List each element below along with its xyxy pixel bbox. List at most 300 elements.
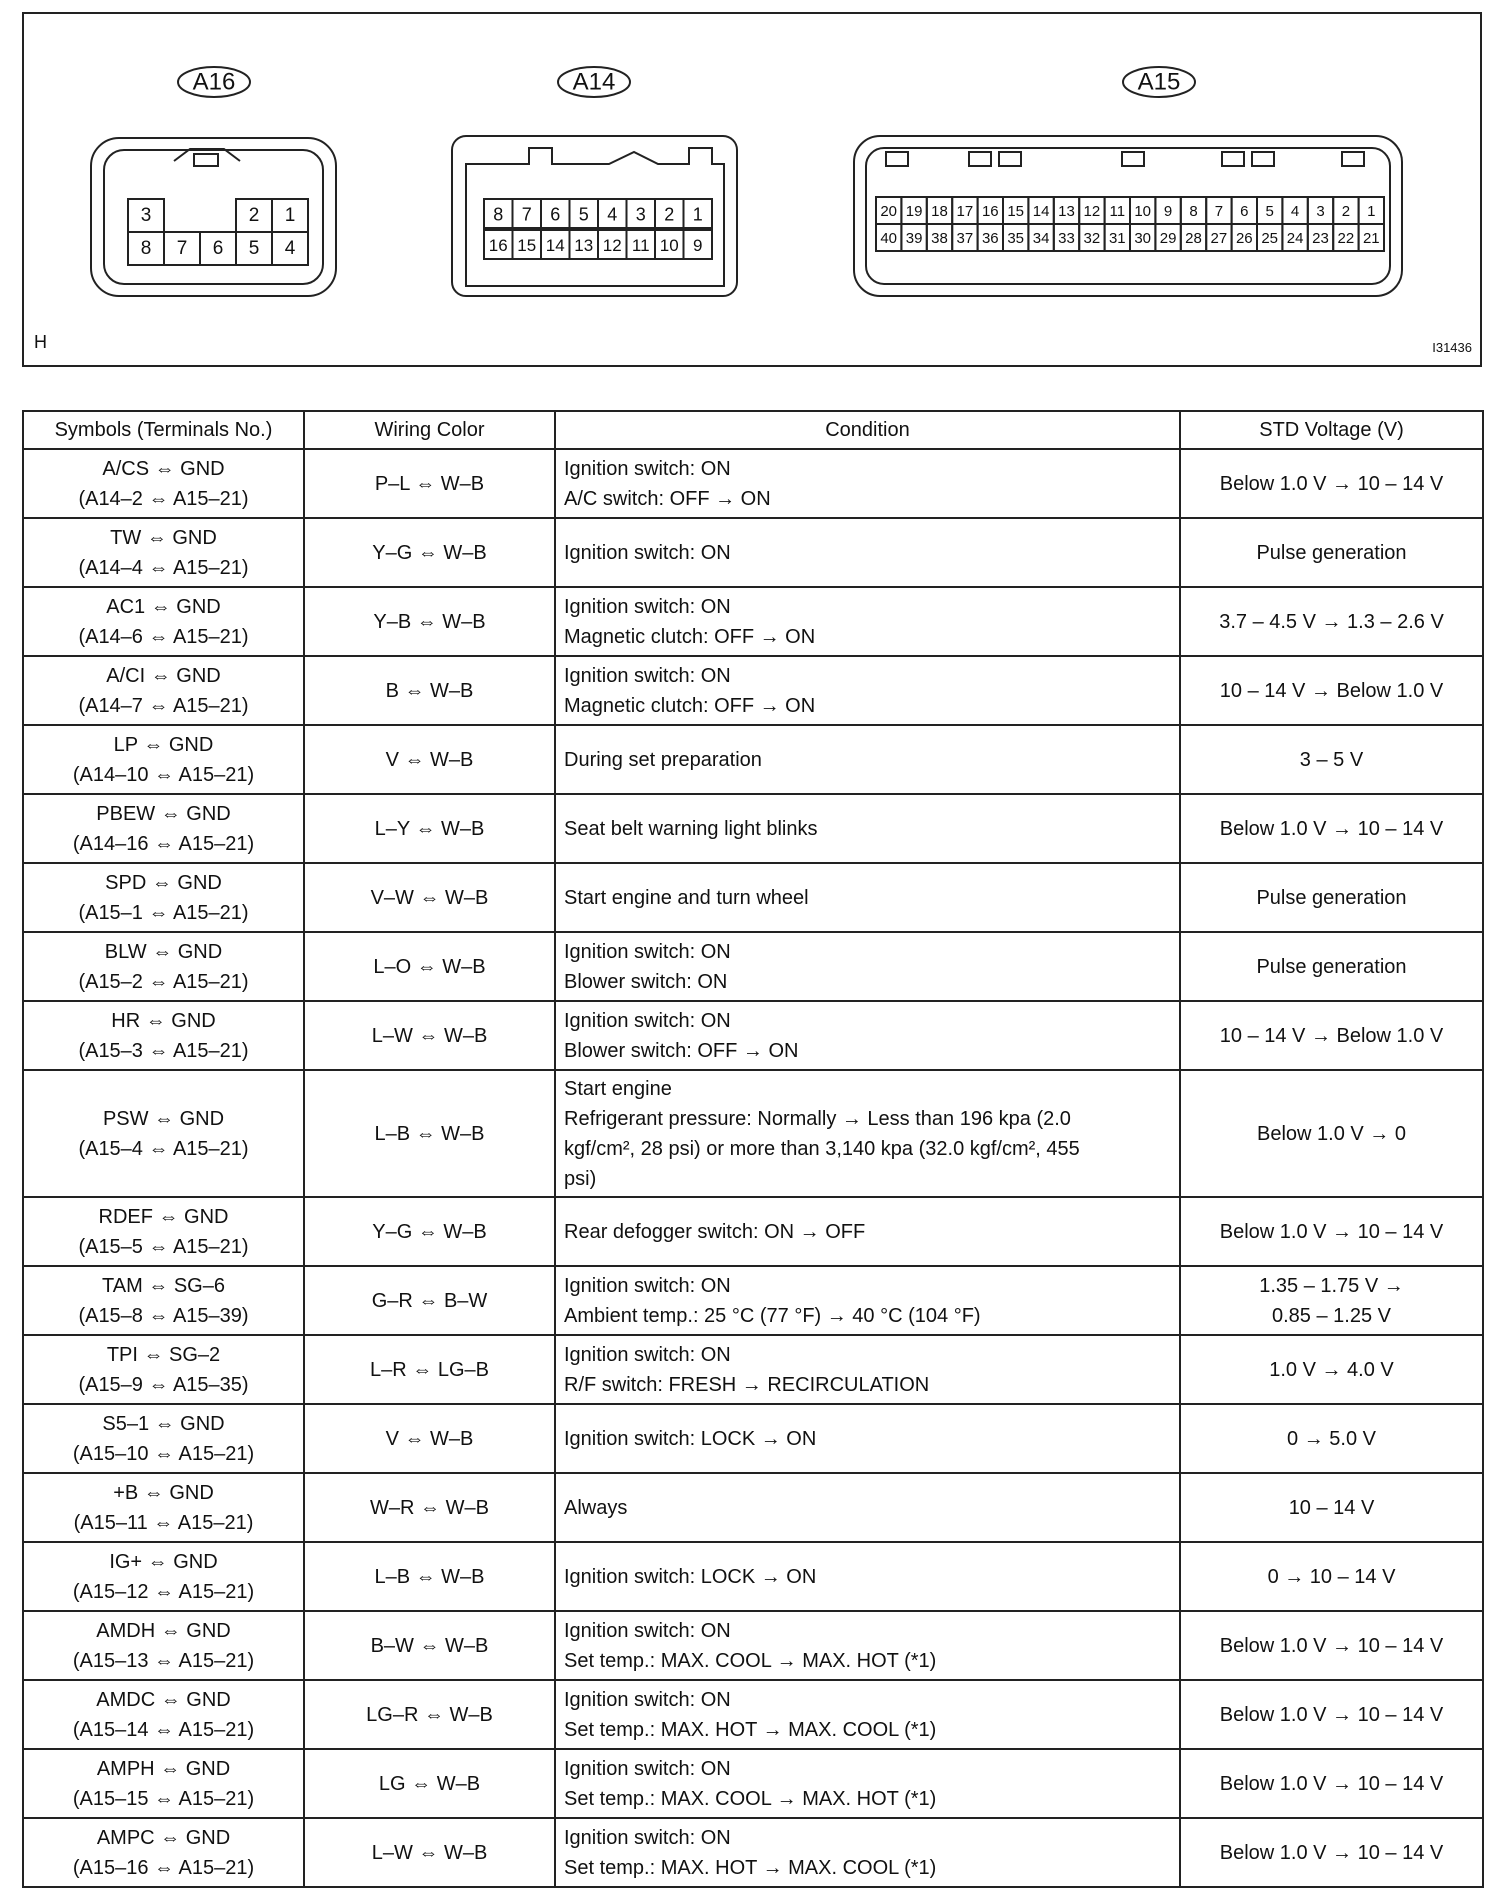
- table-row: [23, 1749, 1483, 1818]
- condition-cell: [555, 1001, 1180, 1070]
- pin-number: 33: [1058, 230, 1075, 247]
- symbol-cell: [23, 932, 304, 1001]
- pin-number: 12: [602, 236, 622, 255]
- std-voltage-cell: [1180, 1001, 1483, 1070]
- symbol-text: SPD ⇔ GND: [105, 871, 222, 894]
- connector-a15-latch-slot: [1122, 152, 1144, 166]
- pin-number: 10: [1134, 203, 1152, 220]
- pin-number: 29: [1159, 230, 1177, 247]
- pin-number: 28: [1185, 230, 1202, 247]
- connector-drawing: [24, 14, 1480, 365]
- wiring-color-text: L–O ⇔ W–B: [373, 955, 486, 978]
- wiring-color-cell: [304, 932, 555, 1001]
- symbol-cell: [23, 518, 304, 587]
- std-voltage-cell: [1180, 863, 1483, 932]
- symbol-cell: [23, 1611, 304, 1680]
- std-voltage-cell: [1180, 1197, 1483, 1266]
- std-voltage-cell: [1180, 1070, 1483, 1197]
- symbol-text: A/CS ⇔ GND: [102, 457, 225, 480]
- pin-number: 1: [1367, 203, 1376, 220]
- condition-line: Always: [564, 1496, 628, 1519]
- pin-number: 31: [1108, 230, 1126, 247]
- condition-cell: [555, 518, 1180, 587]
- voltage-line: 0 → 10 – 14 V: [1267, 1565, 1396, 1588]
- condition-line: Ignition switch: ON: [564, 1826, 731, 1849]
- connector-name: A15: [1137, 68, 1181, 96]
- wiring-color-text: LG–R ⇔ W–B: [366, 1703, 493, 1726]
- pin-number: 2: [664, 204, 675, 225]
- condition-cell: [555, 1335, 1180, 1404]
- wiring-color-text: L–B ⇔ W–B: [374, 1565, 485, 1588]
- table-row: [23, 1070, 1483, 1197]
- condition-line: Refrigerant pressure: Normally → Less than 196 kpa (2.0: [564, 1107, 1071, 1130]
- condition-line: R/F switch: FRESH → RECIRCULATION: [564, 1373, 930, 1396]
- condition-line: Ignition switch: ON: [564, 1343, 731, 1366]
- wiring-color-cell: [304, 587, 555, 656]
- wiring-color-cell: [304, 1001, 555, 1070]
- voltage-line: 10 – 14 V → Below 1.0 V: [1219, 679, 1444, 702]
- pin-number: 6: [550, 204, 561, 225]
- symbol-text: BLW ⇔ GND: [104, 940, 223, 963]
- pin-number: 23: [1312, 230, 1329, 247]
- wiring-color-cell: [304, 518, 555, 587]
- pin-number: 3: [140, 205, 152, 226]
- std-voltage-cell: [1180, 518, 1483, 587]
- wiring-color-text: L–W ⇔ W–B: [371, 1841, 488, 1864]
- pin-number: 35: [1007, 230, 1025, 247]
- symbol-cell: [23, 1749, 304, 1818]
- voltage-line: Pulse generation: [1256, 955, 1407, 978]
- condition-line: Set temp.: MAX. HOT → MAX. COOL (*1): [564, 1856, 937, 1879]
- pin-number: 32: [1083, 230, 1101, 247]
- table-row: [23, 587, 1483, 656]
- wiring-color-text: Y–B ⇔ W–B: [373, 610, 486, 633]
- wiring-color-cell: [304, 725, 555, 794]
- std-voltage-cell: [1180, 794, 1483, 863]
- wiring-color-text: L–R ⇔ LG–B: [370, 1358, 489, 1381]
- voltage-line: 0 → 5.0 V: [1287, 1427, 1376, 1450]
- symbol-text: TPI ⇔ SG–2: [106, 1343, 221, 1366]
- pin-number: 8: [140, 238, 152, 259]
- std-voltage-cell: [1180, 1404, 1483, 1473]
- pin-number: 9: [1163, 203, 1173, 220]
- condition-line: psi): [564, 1167, 597, 1190]
- pin-number: 5: [1265, 203, 1274, 220]
- terminals-text: (A15–14 ⇔ A15–21): [72, 1718, 255, 1741]
- pin-number: 34: [1032, 230, 1050, 247]
- voltage-line: Below 1.0 V → 10 – 14 V: [1219, 1703, 1444, 1726]
- condition-cell: [555, 932, 1180, 1001]
- voltage-line: Below 1.0 V → 10 – 14 V: [1219, 817, 1444, 840]
- pin-number: 11: [631, 236, 650, 255]
- wiring-color-text: P–L ⇔ W–B: [374, 472, 485, 495]
- wiring-color-text: Y–G ⇔ W–B: [372, 541, 487, 564]
- voltage-line: Below 1.0 V → 10 – 14 V: [1219, 472, 1444, 495]
- voltage-line: 1.0 V → 4.0 V: [1269, 1358, 1394, 1381]
- symbol-text: RDEF ⇔ GND: [98, 1205, 229, 1228]
- wiring-color-cell: [304, 794, 555, 863]
- symbol-text: IG+ ⇔ GND: [109, 1550, 218, 1573]
- wiring-color-cell: [304, 1473, 555, 1542]
- symbol-cell: [23, 1473, 304, 1542]
- symbol-text: TAM ⇔ SG–6: [102, 1274, 225, 1297]
- terminals-text: (A15–12 ⇔ A15–21): [72, 1580, 255, 1603]
- pin-number: 8: [493, 204, 504, 225]
- terminals-text: (A15–16 ⇔ A15–21): [72, 1856, 255, 1879]
- condition-line: Ignition switch: ON: [564, 595, 731, 618]
- terminals-text: (A15–10 ⇔ A15–21): [72, 1442, 255, 1465]
- symbol-text: PSW ⇔ GND: [102, 1107, 225, 1130]
- figure-id: I31436: [1432, 340, 1472, 355]
- condition-line: Set temp.: MAX. COOL → MAX. HOT (*1): [564, 1787, 937, 1810]
- symbol-text: HR ⇔ GND: [111, 1009, 216, 1032]
- pin-number: 24: [1286, 230, 1304, 247]
- condition-cell: [555, 1266, 1180, 1335]
- symbol-cell: [23, 794, 304, 863]
- pin-number: 15: [517, 236, 537, 255]
- condition-line: Seat belt warning light blinks: [564, 817, 818, 840]
- terminals-text: (A14–7 ⇔ A15–21): [78, 694, 249, 717]
- condition-line: Ignition switch: ON: [564, 1619, 731, 1642]
- pin-number: 13: [574, 236, 594, 255]
- pin-number: 37: [956, 230, 974, 247]
- voltage-line: Pulse generation: [1256, 541, 1407, 564]
- header-symbols: Symbols (Terminals No.): [23, 411, 304, 449]
- voltage-line: 3 – 5 V: [1299, 748, 1364, 771]
- terminals-text: (A15–13 ⇔ A15–21): [72, 1649, 255, 1672]
- condition-cell: [555, 587, 1180, 656]
- pin-number: 12: [1083, 203, 1101, 220]
- wiring-color-text: V ⇔ W–B: [385, 1427, 474, 1450]
- wiring-color-cell: [304, 1266, 555, 1335]
- terminals-text: (A14–16 ⇔ A15–21): [72, 832, 255, 855]
- pin-number: 7: [521, 204, 532, 225]
- wiring-color-cell: [304, 1404, 555, 1473]
- pin-number: 21: [1362, 230, 1380, 247]
- symbol-cell: [23, 863, 304, 932]
- terminals-text: (A15–2 ⇔ A15–21): [78, 970, 249, 993]
- condition-line: Start engine: [564, 1077, 672, 1100]
- condition-cell: [555, 1404, 1180, 1473]
- terminals-text: (A14–10 ⇔ A15–21): [72, 763, 255, 786]
- pin-number: 26: [1235, 230, 1253, 247]
- pin-number: 39: [905, 230, 923, 247]
- pin-number: 15: [1007, 203, 1025, 220]
- terminals-text: (A15–11 ⇔ A15–21): [73, 1511, 254, 1534]
- condition-line: Set temp.: MAX. COOL → MAX. HOT (*1): [564, 1649, 937, 1672]
- table-row: [23, 1680, 1483, 1749]
- condition-line: Ignition switch: ON: [564, 457, 731, 480]
- connector-a15-latch-slot: [1222, 152, 1244, 166]
- connector-a15-latch-slot: [969, 152, 991, 166]
- terminals-text: (A15–5 ⇔ A15–21): [78, 1235, 249, 1258]
- condition-line: Rear defogger switch: ON → OFF: [564, 1220, 866, 1243]
- condition-cell: [555, 1611, 1180, 1680]
- table-row: [23, 725, 1483, 794]
- condition-line: Ignition switch: ON: [564, 664, 731, 687]
- symbol-text: A/CI ⇔ GND: [106, 664, 221, 687]
- table-row: [23, 1611, 1483, 1680]
- condition-line: Ignition switch: ON: [564, 541, 731, 564]
- condition-line: A/C switch: OFF → ON: [564, 487, 771, 510]
- std-voltage-cell: [1180, 449, 1483, 518]
- header-std-voltage: STD Voltage (V): [1180, 411, 1483, 449]
- condition-line: Start engine and turn wheel: [564, 886, 809, 909]
- terminals-text: (A15–1 ⇔ A15–21): [78, 901, 249, 924]
- table-row: [23, 518, 1483, 587]
- table-row: [23, 449, 1483, 518]
- table-row: [23, 932, 1483, 1001]
- condition-line: Ignition switch: ON: [564, 1009, 731, 1032]
- condition-line: Ignition switch: LOCK → ON: [564, 1427, 817, 1450]
- corner-label: H: [34, 332, 47, 352]
- terminals-text: (A15–15 ⇔ A15–21): [72, 1787, 255, 1810]
- voltage-line: Below 1.0 V → 10 – 14 V: [1219, 1634, 1444, 1657]
- symbol-text: PBEW ⇔ GND: [96, 802, 231, 825]
- pin-number: 40: [880, 230, 898, 247]
- terminals-text: (A15–3 ⇔ A15–21): [78, 1039, 249, 1062]
- std-voltage-cell: [1180, 1266, 1483, 1335]
- pin-number: 9: [693, 236, 703, 255]
- std-voltage-cell: [1180, 1335, 1483, 1404]
- table-row: [23, 1542, 1483, 1611]
- pin-number: 25: [1261, 230, 1279, 247]
- condition-cell: [555, 1680, 1180, 1749]
- table-row: [23, 1335, 1483, 1404]
- pin-number: 6: [212, 238, 224, 259]
- table-row: [23, 1001, 1483, 1070]
- symbol-cell: [23, 656, 304, 725]
- pin-number: 10: [659, 236, 679, 255]
- symbol-cell: [23, 1070, 304, 1197]
- wiring-color-text: B–W ⇔ W–B: [370, 1634, 489, 1657]
- wiring-color-cell: [304, 656, 555, 725]
- symbol-text: LP ⇔ GND: [113, 733, 214, 756]
- pin-number: 4: [284, 238, 296, 259]
- terminals-text: (A15–8 ⇔ A15–39): [78, 1304, 249, 1327]
- std-voltage-cell: [1180, 1473, 1483, 1542]
- wiring-color-cell: [304, 1749, 555, 1818]
- connector-a15-latch-slot: [1252, 152, 1274, 166]
- voltage-line: 10 – 14 V: [1288, 1496, 1375, 1519]
- std-voltage-cell: [1180, 1749, 1483, 1818]
- condition-line: Magnetic clutch: OFF → ON: [564, 625, 816, 648]
- pin-number: 5: [248, 238, 260, 259]
- wiring-color-cell: [304, 1070, 555, 1197]
- header-wiring-color: Wiring Color: [304, 411, 555, 449]
- pin-number: 3: [1316, 203, 1325, 220]
- condition-line: During set preparation: [564, 748, 762, 771]
- table-row: [23, 656, 1483, 725]
- wiring-color-text: V–W ⇔ W–B: [370, 886, 489, 909]
- condition-cell: [555, 794, 1180, 863]
- symbol-cell: [23, 587, 304, 656]
- wiring-color-text: L–B ⇔ W–B: [374, 1122, 485, 1145]
- connector-name: A16: [192, 68, 236, 96]
- wiring-color-cell: [304, 1611, 555, 1680]
- pin-number: 11: [1109, 203, 1126, 220]
- wiring-color-cell: [304, 1335, 555, 1404]
- condition-cell: [555, 725, 1180, 794]
- wiring-color-cell: [304, 1818, 555, 1887]
- table-row: [23, 863, 1483, 932]
- voltage-line: Below 1.0 V → 10 – 14 V: [1219, 1772, 1444, 1795]
- symbol-text: +B ⇔ GND: [113, 1481, 214, 1504]
- pin-number: 38: [931, 230, 948, 247]
- symbol-cell: [23, 449, 304, 518]
- header-condition: Condition: [555, 411, 1180, 449]
- connector-a15-latch-slot: [886, 152, 908, 166]
- pin-number: 1: [284, 205, 296, 226]
- symbol-text: TW ⇔ GND: [110, 526, 217, 549]
- table-header-row: [23, 411, 1483, 449]
- wiring-color-text: L–Y ⇔ W–B: [374, 817, 485, 840]
- symbol-text: AC1 ⇔ GND: [106, 595, 221, 618]
- symbol-cell: [23, 1266, 304, 1335]
- pin-number: 4: [1290, 203, 1300, 220]
- wiring-color-text: G–R ⇔ B–W: [371, 1289, 488, 1312]
- std-voltage-cell: [1180, 725, 1483, 794]
- condition-line: Ignition switch: ON: [564, 1757, 731, 1780]
- pin-number: 1: [692, 204, 703, 225]
- condition-cell: [555, 656, 1180, 725]
- condition-line: Ignition switch: ON: [564, 1274, 731, 1297]
- symbol-cell: [23, 1001, 304, 1070]
- table-row: [23, 1266, 1483, 1335]
- wiring-color-cell: [304, 1542, 555, 1611]
- pin-number: 2: [248, 205, 260, 226]
- terminals-text: (A14–6 ⇔ A15–21): [78, 625, 249, 648]
- pin-number: 7: [1214, 203, 1224, 220]
- wiring-color-text: L–W ⇔ W–B: [371, 1024, 488, 1047]
- condition-cell: [555, 1542, 1180, 1611]
- pin-number: 4: [607, 204, 618, 225]
- pin-number: 18: [931, 203, 948, 220]
- voltage-line: Below 1.0 V → 10 – 14 V: [1219, 1841, 1444, 1864]
- connector-name: A14: [572, 68, 616, 96]
- wiring-color-cell: [304, 1680, 555, 1749]
- condition-cell: [555, 1070, 1180, 1197]
- condition-line: Set temp.: MAX. HOT → MAX. COOL (*1): [564, 1718, 937, 1741]
- condition-line: Magnetic clutch: OFF → ON: [564, 694, 816, 717]
- voltage-line: 0.85 – 1.25 V: [1272, 1304, 1391, 1327]
- pin-number: 3: [635, 204, 646, 225]
- connector-a15-latch-slot: [1342, 152, 1364, 166]
- pin-number: 36: [981, 230, 999, 247]
- symbol-cell: [23, 1680, 304, 1749]
- symbol-cell: [23, 1197, 304, 1266]
- std-voltage-cell: [1180, 587, 1483, 656]
- connector-a15-latch-slot: [999, 152, 1021, 166]
- std-voltage-cell: [1180, 1542, 1483, 1611]
- pin-number: 7: [176, 238, 188, 259]
- condition-cell: [555, 1197, 1180, 1266]
- wiring-color-cell: [304, 863, 555, 932]
- std-voltage-cell: [1180, 1818, 1483, 1887]
- pin-number: 16: [981, 203, 999, 220]
- std-voltage-cell: [1180, 932, 1483, 1001]
- voltage-line: 1.35 – 1.75 V →: [1259, 1274, 1404, 1297]
- pin-number: 19: [905, 203, 923, 220]
- pin-number: 8: [1189, 203, 1198, 220]
- voltage-line: Below 1.0 V → 0: [1257, 1122, 1406, 1145]
- pin-number: 22: [1337, 230, 1355, 247]
- table-row: [23, 1404, 1483, 1473]
- std-voltage-cell: [1180, 1611, 1483, 1680]
- symbol-cell: [23, 1335, 304, 1404]
- pin-number: 30: [1134, 230, 1152, 247]
- table-row: [23, 1818, 1483, 1887]
- terminals-text: (A14–4 ⇔ A15–21): [78, 556, 249, 579]
- pin-number: 14: [1032, 203, 1050, 220]
- pin-number: 14: [545, 236, 565, 255]
- pin-number: 16: [488, 236, 508, 255]
- wiring-color-cell: [304, 1197, 555, 1266]
- pin-number: 20: [880, 203, 898, 220]
- symbol-cell: [23, 1542, 304, 1611]
- pin-number: 27: [1210, 230, 1228, 247]
- wiring-color-text: B ⇔ W–B: [385, 679, 474, 702]
- pin-number: 13: [1058, 203, 1075, 220]
- connector-a14-inner: [466, 148, 724, 286]
- terminals-text: (A15–4 ⇔ A15–21): [78, 1137, 249, 1160]
- table-row: [23, 794, 1483, 863]
- symbol-cell: [23, 1818, 304, 1887]
- condition-line: Ignition switch: ON: [564, 1688, 731, 1711]
- condition-line: Ignition switch: ON: [564, 940, 731, 963]
- terminal-spec-table: [22, 410, 1484, 1888]
- voltage-line: Below 1.0 V → 10 – 14 V: [1219, 1220, 1444, 1243]
- condition-line: Ignition switch: LOCK → ON: [564, 1565, 817, 1588]
- table-row: [23, 1197, 1483, 1266]
- terminals-text: (A14–2 ⇔ A15–21): [78, 487, 249, 510]
- wiring-color-cell: [304, 449, 555, 518]
- pin-number: 5: [578, 204, 589, 225]
- pin-number: 17: [956, 203, 974, 220]
- symbol-text: AMDH ⇔ GND: [96, 1619, 231, 1642]
- condition-line: Blower switch: ON: [564, 970, 728, 993]
- connector-a16-latch-hole: [194, 154, 218, 166]
- symbol-cell: [23, 1404, 304, 1473]
- wiring-color-text: Y–G ⇔ W–B: [372, 1220, 487, 1243]
- wiring-color-text: V ⇔ W–B: [385, 748, 474, 771]
- symbol-text: S5–1 ⇔ GND: [102, 1412, 225, 1435]
- std-voltage-cell: [1180, 1680, 1483, 1749]
- voltage-line: 10 – 14 V → Below 1.0 V: [1219, 1024, 1444, 1047]
- pin-number: 6: [1240, 203, 1249, 220]
- condition-cell: [555, 1473, 1180, 1542]
- voltage-line: Pulse generation: [1256, 886, 1407, 909]
- symbol-text: AMPC ⇔ GND: [96, 1826, 231, 1849]
- condition-line: Blower switch: OFF → ON: [564, 1039, 799, 1062]
- condition-line: Ambient temp.: 25 °C (77 °F) → 40 °C (104 °F): [564, 1304, 981, 1327]
- voltage-line: 3.7 – 4.5 V → 1.3 – 2.6 V: [1219, 610, 1444, 633]
- condition-line: kgf/cm², 28 psi) or more than 3,140 kpa (32.0 kgf/cm², 455: [564, 1137, 1080, 1160]
- condition-cell: [555, 1749, 1180, 1818]
- symbol-text: AMDC ⇔ GND: [96, 1688, 231, 1711]
- connector-diagram: [22, 12, 1482, 367]
- wiring-color-text: W–R ⇔ W–B: [370, 1496, 489, 1519]
- std-voltage-cell: [1180, 656, 1483, 725]
- wiring-color-text: LG ⇔ W–B: [378, 1772, 481, 1795]
- table-row: [23, 1473, 1483, 1542]
- condition-cell: [555, 449, 1180, 518]
- pin-number: 2: [1341, 203, 1351, 220]
- condition-cell: [555, 863, 1180, 932]
- symbol-cell: [23, 725, 304, 794]
- condition-cell: [555, 1818, 1180, 1887]
- symbol-text: AMPH ⇔ GND: [96, 1757, 231, 1780]
